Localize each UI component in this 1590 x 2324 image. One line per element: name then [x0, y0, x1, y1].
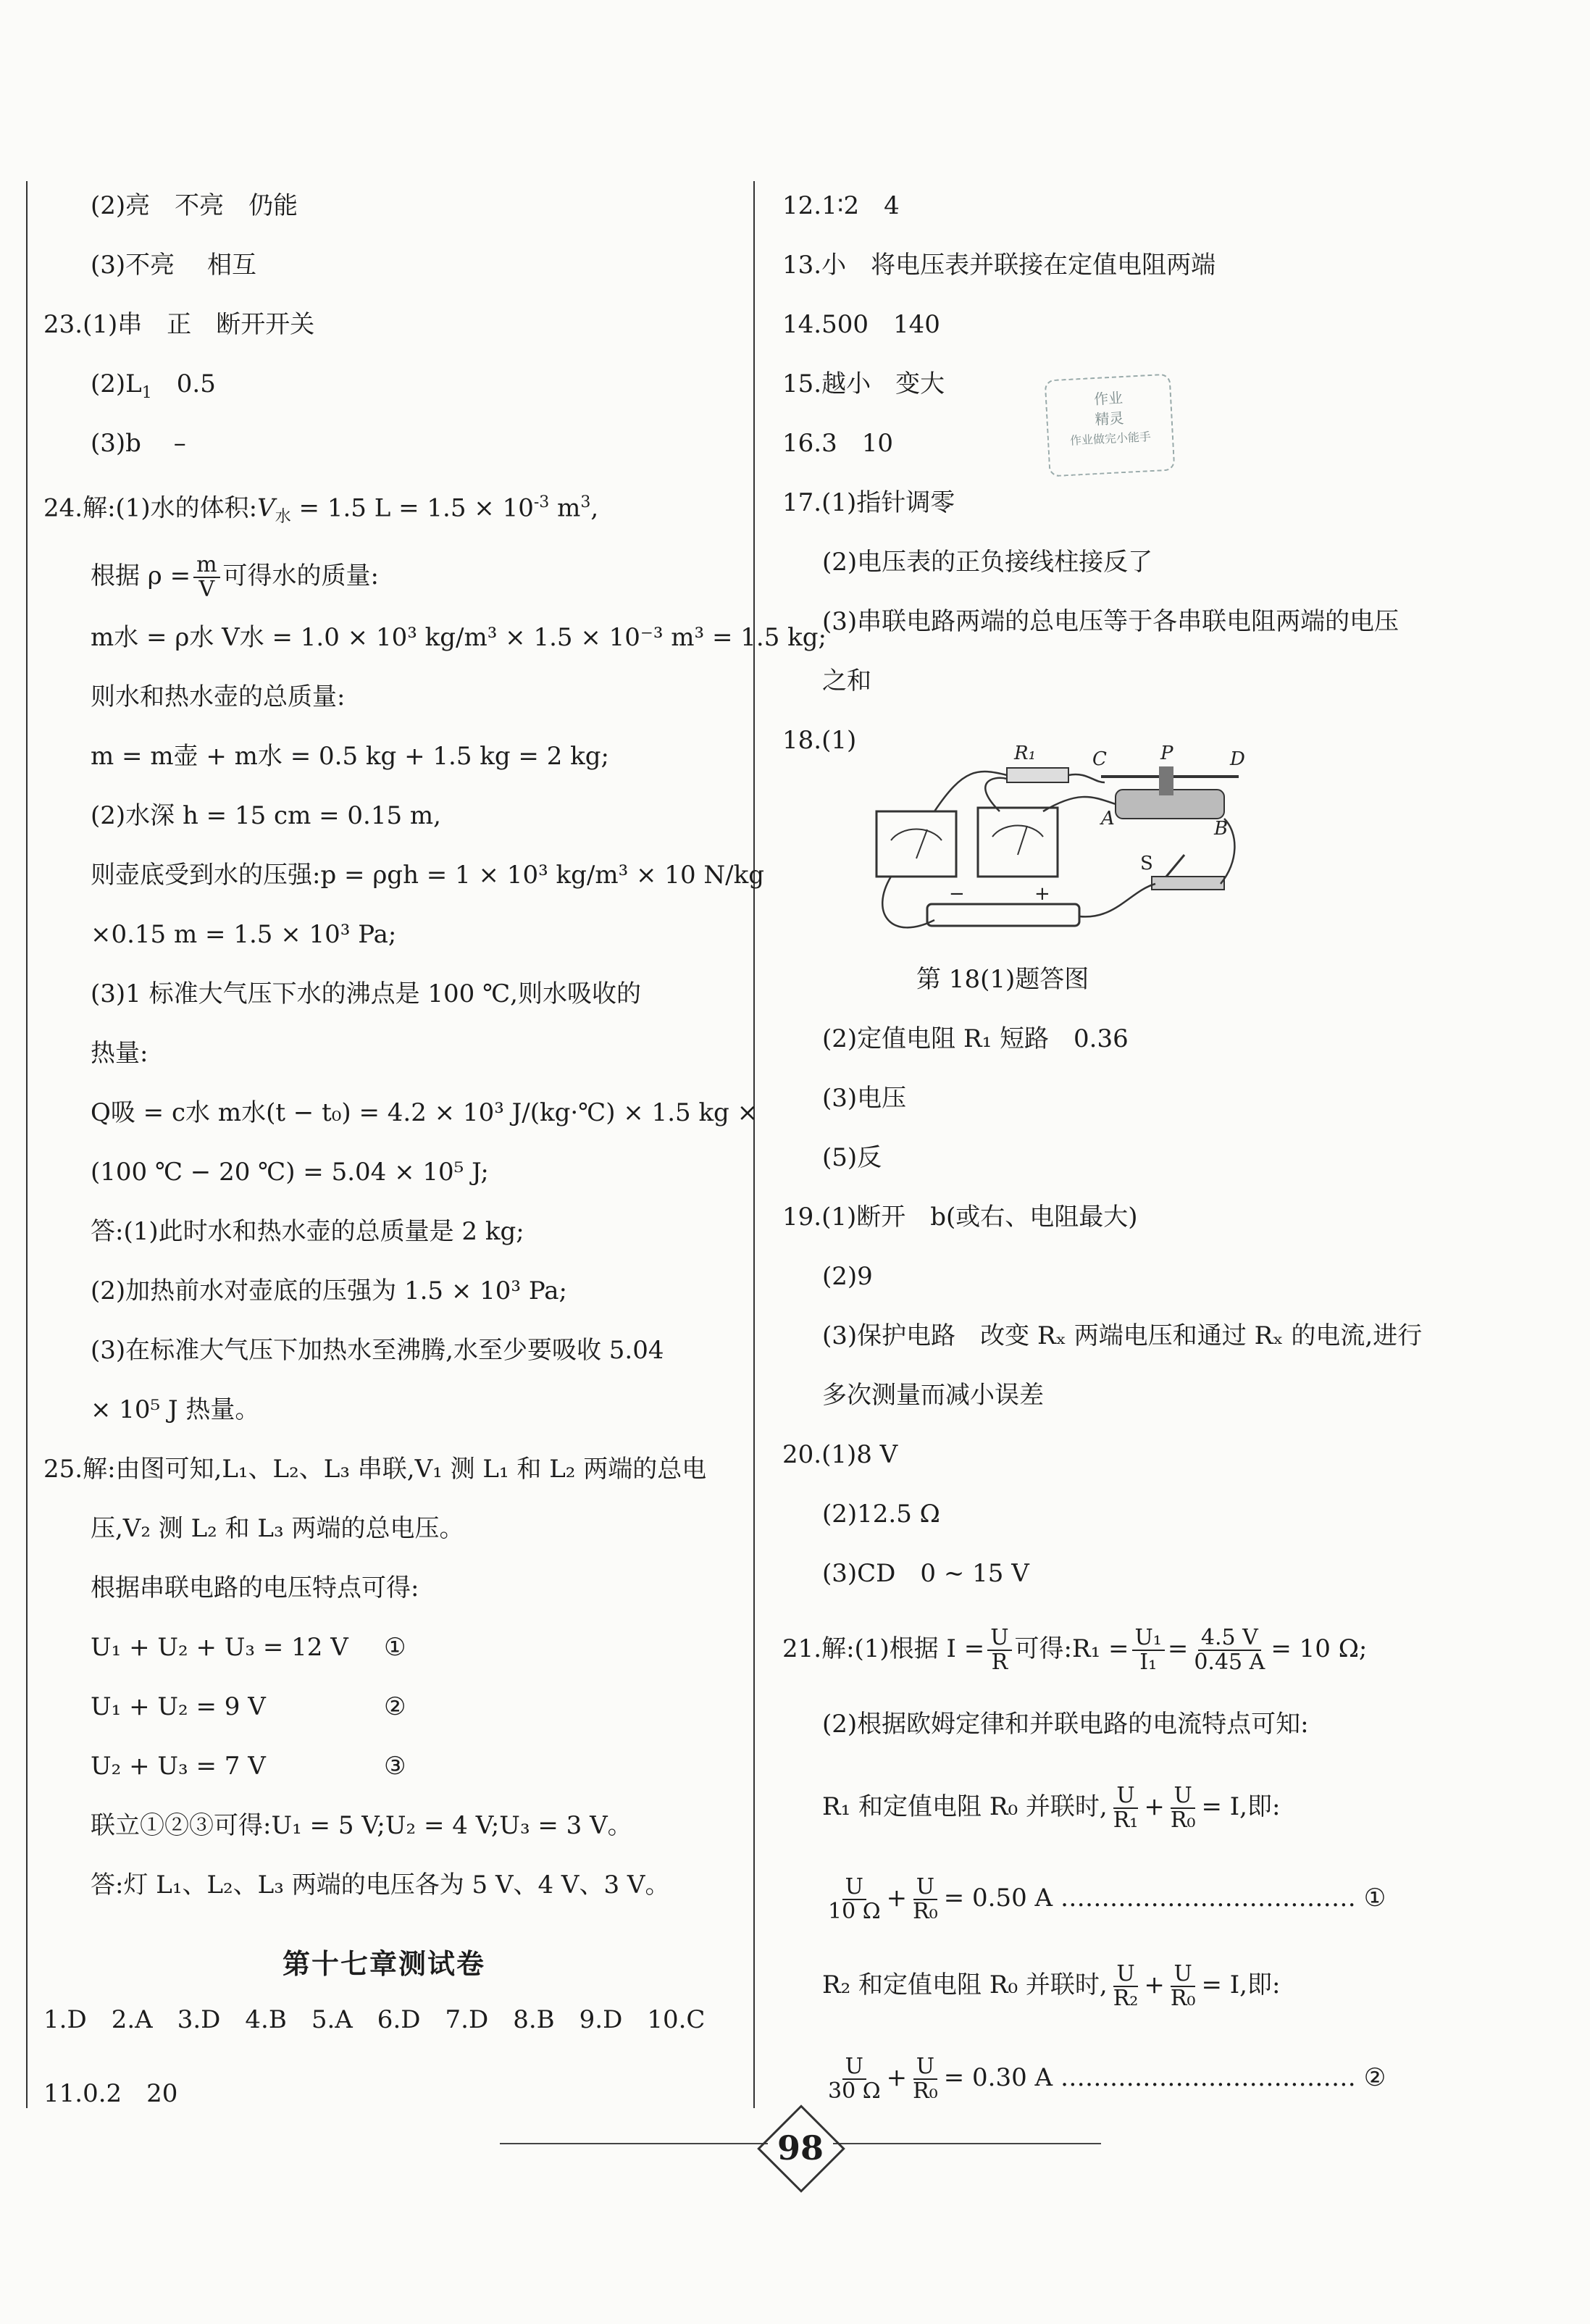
q20-part2: (2)12.5 Ω — [822, 1500, 940, 1529]
fraction-numerator: U — [842, 2055, 866, 2080]
label-d: D — [1230, 748, 1245, 770]
q25-eq1-mark: ① — [384, 1633, 406, 1662]
q21-eq1 — [822, 1869, 1386, 1927]
q25-eq2: U₁ + U₂ = 9 V — [91, 1692, 266, 1721]
q20-part1: 20.(1)8 V — [782, 1440, 898, 1469]
q24-line15: (3)在标准大气压下加热水至沸腾,水至少要吸收 5.04 — [91, 1336, 664, 1365]
q24-line10: 热量: — [91, 1039, 148, 1068]
column-divider — [753, 181, 755, 2108]
q24-line8: ×0.15 m = 1.5 × 10³ Pa; — [91, 920, 397, 949]
q21-text-a: 21.解:(1)根据 I = — [782, 1634, 985, 1663]
resistor-r1-icon — [1007, 768, 1068, 782]
q14-answer: 14.500 140 — [782, 310, 940, 339]
q21-equals-i: = I,即: — [1201, 1970, 1281, 1999]
battery-plus: + — [1034, 883, 1050, 905]
watermark-stamp — [1045, 374, 1176, 477]
q24-line6: (2)水深 h = 15 cm = 0.15 m, — [91, 801, 441, 830]
q16-answer: 16.3 10 — [782, 429, 893, 458]
fraction-denominator: V — [198, 577, 215, 602]
fraction-numerator: m — [193, 553, 219, 578]
q25-line7: 联立①②③可得:U₁ = 5 V;U₂ = 4 V;U₃ = 3 V。 — [91, 1811, 632, 1840]
q17-part3: (3)串联电路两端的总电压等于各串联电阻两端的电压 — [822, 607, 1399, 636]
q18-part2: (2)定值电阻 R₁ 短路 0.36 — [822, 1024, 1129, 1053]
q24-line11: Q吸 = c水 m水(t − t₀) = 4.2 × 10³ J/(kg·℃) × 1.5 kg × — [91, 1098, 758, 1127]
fraction-numerator: U — [913, 1876, 937, 1900]
slider-icon — [1159, 766, 1173, 795]
left-margin-rule — [26, 181, 28, 2108]
q21-eq1-value: = 0.50 A ……………………………… ① — [943, 1884, 1386, 1913]
figure-caption: 第 18(1)题答图 — [916, 965, 1089, 994]
plus-sign: + — [1144, 1792, 1165, 1821]
q19-part3: (3)保护电路 改变 Rₓ 两端电压和通过 Rₓ 的电流,进行 — [822, 1321, 1423, 1350]
q21-result: = 10 Ω; — [1271, 1634, 1368, 1663]
q23-part1: 23.(1)串 正 断开开关 — [43, 310, 315, 339]
q24-sub-water: 水 — [275, 508, 291, 527]
fraction-numerator: U — [987, 1626, 1011, 1651]
q25-eq1: U₁ + U₂ + U₃ = 12 V — [91, 1633, 348, 1662]
q21-line2: (2)根据欧姆定律和并联电路的电流特点可知: — [822, 1710, 1309, 1739]
q23-subscript: 1 — [141, 383, 152, 402]
q24-line4: 则水和热水壶的总质量: — [91, 682, 346, 711]
q24-density-fraction — [193, 553, 219, 601]
q22-part2: (2)亮 不亮 仍能 — [91, 191, 298, 220]
q21-text-b: 可得:R₁ = — [1014, 1634, 1129, 1663]
fraction-numerator: U — [1113, 1963, 1137, 1987]
circuit-diagram — [862, 739, 1268, 956]
u-over-r0 — [1168, 1784, 1199, 1832]
q24-comma: , — [590, 493, 599, 523]
plus-sign: + — [1144, 1970, 1165, 1999]
q25-eq3-mark: ③ — [384, 1752, 406, 1781]
q24-line1 — [43, 487, 598, 533]
q23-part2-value: 0.5 — [151, 369, 216, 398]
stamp-line3: 作业做完小能手 — [1069, 430, 1152, 448]
q21-line3 — [822, 1778, 1280, 1836]
footer-rule-left — [500, 2143, 768, 2144]
q17-part3-cont: 之和 — [822, 666, 871, 695]
u-over-r0 — [910, 2055, 941, 2103]
q24-line2 — [91, 551, 379, 601]
fraction-denominator: 30 Ω — [828, 2078, 881, 2104]
fraction-denominator: R₂ — [1113, 1986, 1139, 2011]
fraction-denominator: 0.45 A — [1194, 1650, 1265, 1675]
q23-part3: (3)b – — [91, 429, 186, 458]
q20-part3: (3)CD 0 ~ 15 V — [822, 1559, 1029, 1588]
stamp-line2: 精灵 — [1094, 409, 1125, 429]
q25-eq3: U₂ + U₃ = 7 V — [91, 1752, 266, 1781]
u-over-r1 — [1110, 1784, 1142, 1832]
label-r1: R₁ — [1014, 743, 1036, 764]
label-a: A — [1101, 808, 1115, 829]
fraction-denominator: I₁ — [1139, 1650, 1158, 1675]
q24-unit-exp: 3 — [580, 493, 591, 511]
plus-sign: + — [886, 1884, 908, 1913]
q24-unit: m — [549, 493, 581, 523]
q24-line12: (100 ℃ − 20 ℃) = 5.04 × 10⁵ J; — [91, 1158, 489, 1187]
q21-line1 — [782, 1620, 1367, 1678]
q24-line7: 则壶底受到水的压强:p = ρgh = 1 × 10³ kg/m³ × 10 N/kg — [91, 861, 764, 890]
battery-minus: − — [949, 883, 965, 905]
q24-line5: m = m壶 + m水 = 0.5 kg + 1.5 kg = 2 kg; — [91, 742, 609, 771]
q25-eq2-mark: ② — [384, 1692, 406, 1721]
r1-value-fraction — [1191, 1626, 1268, 1674]
label-b: B — [1214, 818, 1229, 840]
q24-line16: × 10⁵ J 热量。 — [91, 1395, 260, 1424]
fraction-denominator: 10 Ω — [828, 1899, 881, 1924]
switch-icon — [1152, 877, 1224, 890]
q24-line1-text: 24.解:(1)水的体积: — [43, 493, 258, 523]
chapter-title: 第十七章测试卷 — [283, 1947, 486, 1980]
q18-part5: (5)反 — [822, 1143, 882, 1172]
q25-line1: 25.解:由图可知,L₁、L₂、L₃ 串联,V₁ 测 L₁ 和 L₂ 两端的总电 — [43, 1455, 707, 1484]
fraction-numerator: U — [842, 1876, 866, 1900]
q19-part3-cont: 多次测量而减小误差 — [822, 1381, 1044, 1410]
u-over-r0 — [910, 1876, 941, 1923]
fraction-numerator: U — [1113, 1784, 1137, 1809]
ammeter-icon — [978, 808, 1058, 877]
label-c: C — [1092, 748, 1107, 770]
q18-part1: 18.(1) — [782, 726, 857, 755]
page-number: 98 — [777, 2128, 824, 2168]
stamp-line1: 作业 — [1093, 389, 1124, 409]
q24-line14: (2)加热前水对壶底的压强为 1.5 × 10³ Pa; — [91, 1276, 567, 1305]
q25-line3: 根据串联电路的电压特点可得: — [91, 1573, 419, 1602]
q21-equals: = — [1167, 1634, 1189, 1663]
voltmeter-icon — [876, 811, 956, 877]
label-p: P — [1160, 743, 1173, 764]
q18-part3: (3)电压 — [822, 1084, 907, 1113]
q12-answer: 12.1∶2 4 — [782, 191, 900, 220]
fraction-numerator: U — [1171, 1784, 1194, 1809]
q24-line13: 答:(1)此时水和热水壶的总质量是 2 kg; — [91, 1217, 524, 1246]
q21-eq2-value: = 0.30 A ……………………………… ② — [943, 2063, 1386, 2092]
q21-equals-i: = I,即: — [1201, 1792, 1281, 1821]
fraction-numerator: U — [913, 2055, 937, 2080]
plus-sign: + — [886, 2063, 908, 2092]
q11-answer: 11.0.2 20 — [43, 2079, 178, 2108]
q24-line2-tail: 可得水的质量: — [222, 561, 380, 590]
fraction-numerator: 4.5 V — [1198, 1626, 1261, 1651]
r1-fraction — [1132, 1626, 1165, 1674]
label-s: S — [1140, 853, 1153, 874]
u-over-10ohm — [825, 1876, 884, 1923]
fraction-denominator: R₁ — [1113, 1807, 1139, 1833]
fraction-denominator: R₀ — [1170, 1807, 1196, 1833]
u-over-r0 — [1168, 1963, 1199, 2010]
q23-part2-text: (2)L — [91, 369, 142, 398]
fraction-numerator: U₁ — [1132, 1626, 1165, 1651]
q25-line2: 压,V₂ 测 L₂ 和 L₃ 两端的总电压。 — [91, 1514, 464, 1543]
q21-line5 — [822, 1956, 1280, 2014]
q21-eq2 — [822, 2049, 1386, 2107]
q24-line3: m水 = ρ水 V水 = 1.0 × 10³ kg/m³ × 1.5 × 10⁻³ m³ = 1.5 kg; — [91, 623, 827, 652]
fraction-numerator: U — [1171, 1963, 1194, 1987]
q22-part3: (3)不亮 相互 — [91, 251, 256, 280]
multiple-choice-answers: 1.D 2.A 3.D 4.B 5.A 6.D 7.D 8.B 9.D 10.C — [43, 2005, 706, 2034]
ohm-law-fraction — [987, 1626, 1011, 1674]
q24-line9: (3)1 标准大气压下水的沸点是 100 ℃,则水吸收的 — [91, 979, 641, 1008]
q21-r1-parallel-text: R₁ 和定值电阻 R₀ 并联时, — [822, 1792, 1108, 1821]
q24-var-v: V — [257, 493, 275, 523]
q21-r2-parallel-text: R₂ 和定值电阻 R₀ 并联时, — [822, 1970, 1108, 1999]
fraction-denominator: R₀ — [913, 1899, 938, 1924]
q24-line2-text: 根据 ρ = — [91, 561, 191, 590]
q17-part1: 17.(1)指针调零 — [782, 488, 955, 517]
u-over-30ohm — [825, 2055, 884, 2103]
q25-line8: 答:灯 L₁、L₂、L₃ 两端的电压各为 5 V、4 V、3 V。 — [91, 1871, 670, 1899]
fraction-denominator: R₀ — [1170, 1986, 1196, 2011]
battery-icon — [927, 904, 1079, 926]
q24-exp: -3 — [533, 493, 550, 511]
fraction-denominator: R₀ — [913, 2078, 938, 2104]
q19-part1: 19.(1)断开 b(或右、电阻最大) — [782, 1203, 1138, 1232]
fraction-denominator: R — [991, 1650, 1008, 1675]
q15-answer: 15.越小 变大 — [782, 369, 945, 398]
q19-part2: (2)9 — [822, 1262, 873, 1291]
q23-part2 — [91, 368, 216, 409]
q24-volume: = 1.5 L = 1.5 × 10 — [290, 493, 534, 523]
q17-part2: (2)电压表的正负接线柱接反了 — [822, 548, 1153, 577]
footer-rule-right — [833, 2143, 1101, 2144]
q13-answer: 13.小 将电压表并联接在定值电阻两端 — [782, 251, 1216, 280]
u-over-r2 — [1110, 1963, 1142, 2010]
